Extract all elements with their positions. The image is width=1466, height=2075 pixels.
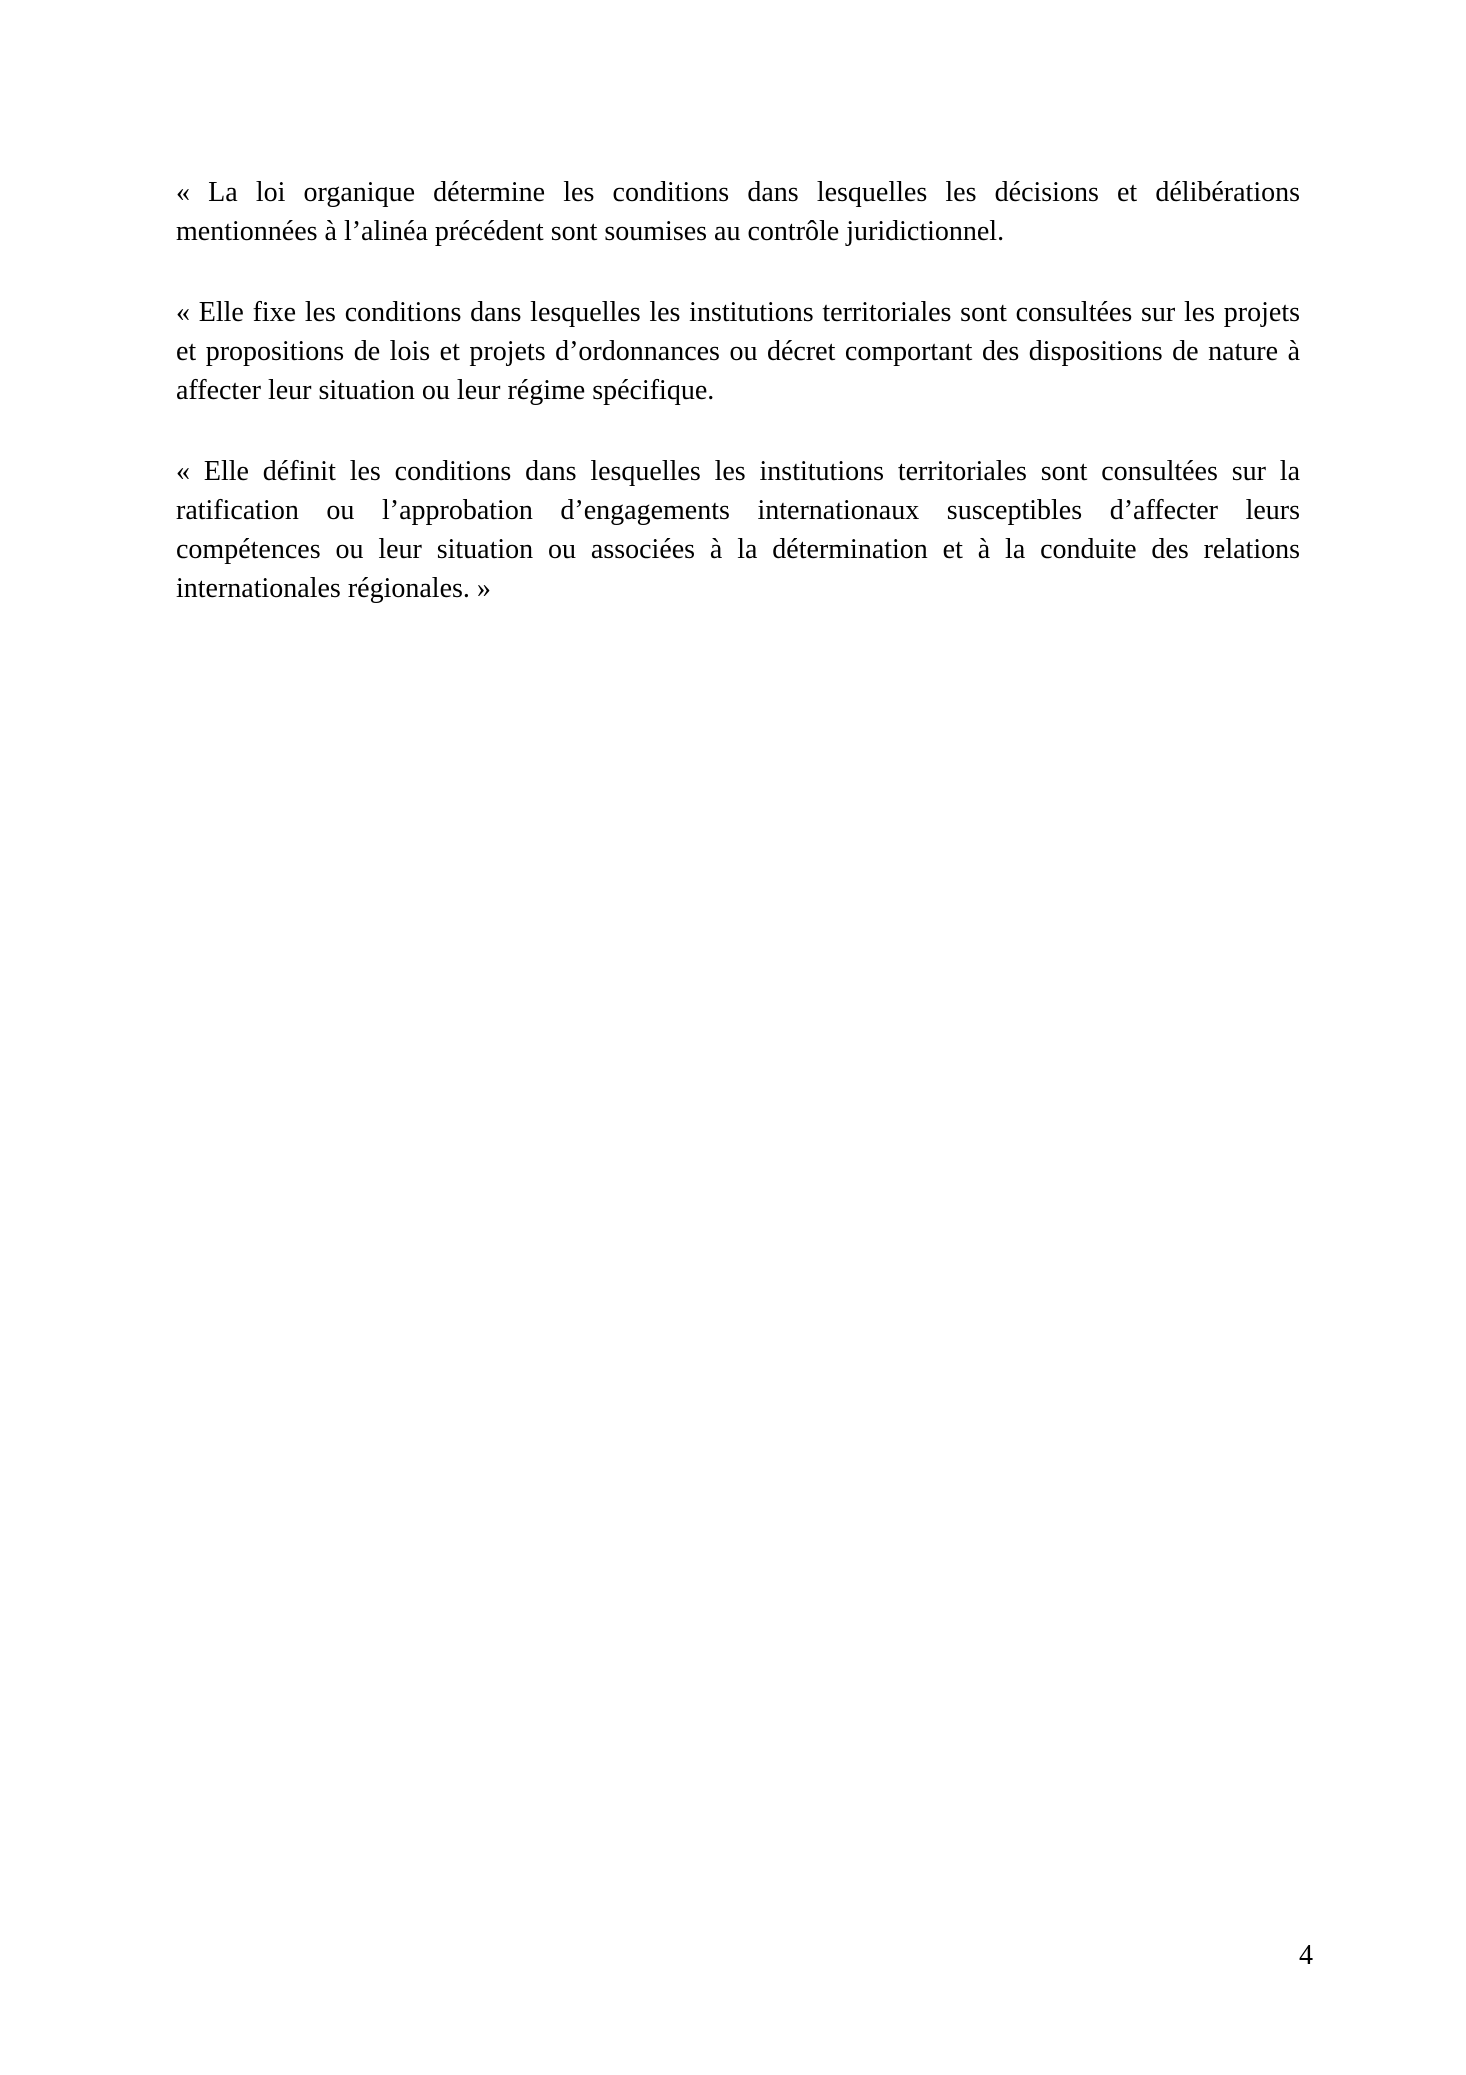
- document-body: [176, 173, 1300, 650]
- paragraph-1: « La loi organique détermine les conditions dans lesquelles les décisions et délibérations mentionnées à l’alinéa précédent sont soumises au contrôle juridictionnel.: [176, 177, 1300, 247]
- paragraph-3: « Elle définit les conditions dans lesquelles les institutions territoriales sont consultées sur la ratification ou l’approbation d’engagements internationaux susceptibles d’affecter leurs compétences ou leur situation ou associées à la détermination et à la conduite des relations internationales régionales. »: [176, 456, 1300, 604]
- paragraph-2: « Elle fixe les conditions dans lesquelles les institutions territoriales sont consultées sur les projets et propositions de lois et projets d’ordonnances ou décret comportant des dispositions de nature à affecter leur situation ou leur régime spécifique.: [176, 297, 1300, 406]
- page-number: 4: [1299, 1940, 1313, 1971]
